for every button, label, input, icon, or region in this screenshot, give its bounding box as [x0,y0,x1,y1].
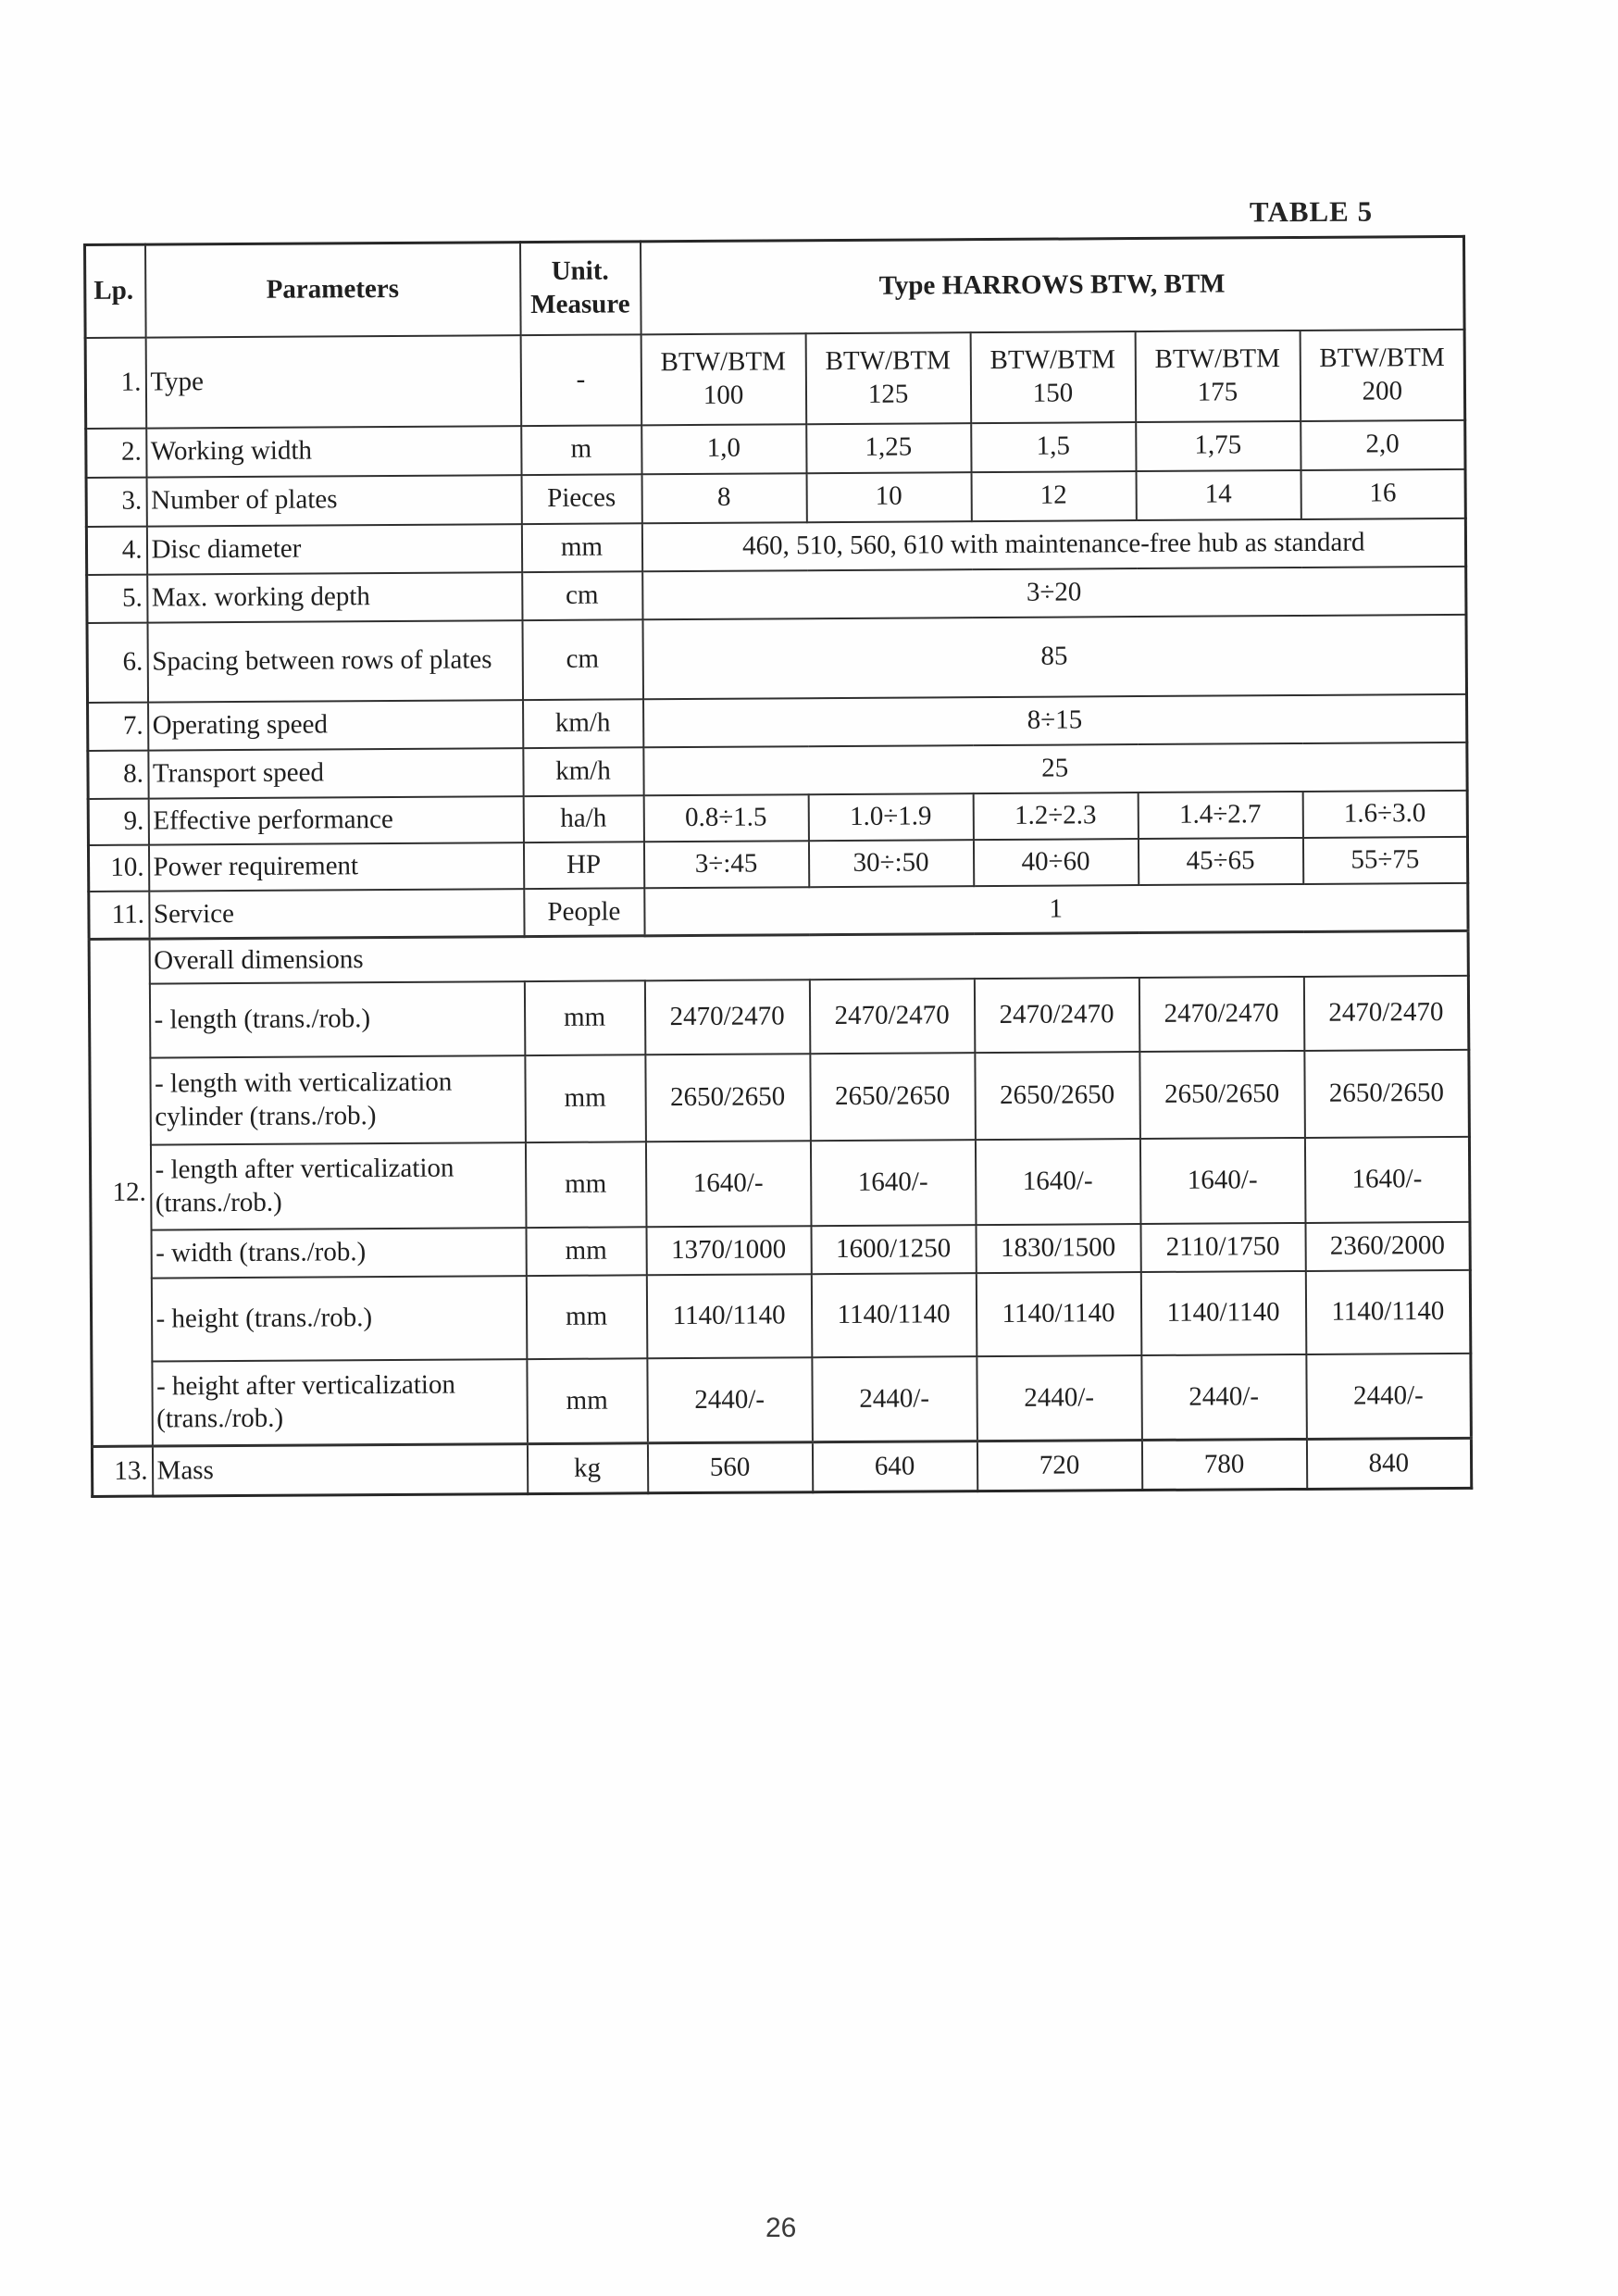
value-cell-span: 25 [643,742,1467,794]
parameter-label-cell: - height (trans./rob.) [151,1276,527,1361]
value-cell: 2470/2470 [809,979,974,1054]
table-row [88,790,1467,844]
value-cell: 2650/2650 [1304,1049,1470,1137]
unit-cell: HP [523,842,643,889]
parameter-label-cell: Operating speed [148,700,523,750]
value-cell: 40÷60 [973,839,1138,886]
value-cell: 2650/2650 [975,1052,1140,1140]
table-row [87,566,1466,622]
unit-cell: mm [524,980,644,1055]
table-row [86,419,1465,477]
row-number-cell: 3. [86,477,146,526]
value-cell: 2440/- [1306,1353,1472,1439]
value-cell: 45÷65 [1138,837,1302,884]
value-cell: 1,0 [641,424,806,474]
value-cell: 2110/1750 [1140,1222,1305,1271]
table-row [90,1049,1470,1144]
unit-cell: mm [525,1054,646,1142]
row-number-cell: 1. [85,337,146,428]
value-cell: 2440/- [647,1357,813,1443]
value-cell: 720 [977,1441,1141,1491]
value-cell-span: 460, 510, 560, 610 with maintenance-free hub as standard [641,518,1465,570]
value-cell: 2650/2650 [810,1053,976,1141]
table-row [91,1269,1471,1361]
table-row [85,329,1465,428]
value-cell: 1140/1140 [976,1272,1141,1356]
table-body [85,329,1472,1496]
value-cell: 14 [1136,469,1301,519]
unit-cell: mm [527,1358,648,1444]
table-row [88,693,1467,750]
unit-cell: cm [522,571,642,620]
table-row [89,882,1468,939]
parameter-label-cell: Number of plates [146,475,521,526]
value-cell: BTW/BTM 175 [1135,330,1301,421]
unit-cell: mm [525,1142,646,1228]
value-cell: 2440/- [977,1355,1142,1441]
value-cell: 2,0 [1301,419,1465,469]
table-row [92,1353,1472,1446]
header-parameters: Parameters [145,243,521,337]
row-number-cell: 11. [89,891,149,939]
table-row [87,614,1467,702]
unit-cell: km/h [523,747,643,796]
value-cell: 1640/- [810,1140,976,1226]
parameter-label-cell: - height after verticalization (trans./rob.) [152,1359,528,1446]
table-row [88,742,1467,798]
value-cell: 1140/1140 [1140,1270,1306,1354]
value-cell: 2650/2650 [645,1054,811,1142]
value-cell: 780 [1141,1439,1306,1490]
value-cell: 2440/- [812,1356,977,1442]
value-cell: 640 [812,1441,977,1492]
table-row [88,836,1467,891]
value-cell: 1600/1250 [811,1225,976,1274]
value-cell: 1140/1140 [811,1273,977,1357]
row-number-cell: 2. [86,428,146,477]
row-number-cell: 9. [88,798,148,844]
parameter-label-cell: Spacing between rows of plates [147,620,523,702]
unit-cell: mm [526,1275,647,1359]
value-cell: 2470/2470 [1139,976,1303,1051]
parameter-label-cell: Power requirement [148,842,523,891]
header-unit-measure [520,242,641,335]
table-row [86,468,1465,526]
value-cell: 8 [641,473,806,523]
value-cell: 1640/- [645,1141,811,1227]
row-number-cell: 4. [86,526,146,574]
value-cell: 2470/2470 [1303,975,1469,1050]
row-number-cell: 6. [87,622,148,702]
parameter-label-cell: Effective performance [148,796,523,844]
unit-cell: km/h [523,699,643,748]
unit-cell: People [524,888,644,937]
parameter-label-cell: - width (trans./rob.) [151,1228,526,1278]
value-cell: 1.0÷1.9 [808,793,973,841]
header-unit-line2: Measure [530,289,630,319]
parameter-label-cell: Transport speed [148,748,523,798]
value-cell: 1.4÷2.7 [1138,791,1302,838]
value-cell: 2650/2650 [1139,1050,1305,1138]
table-row [91,1221,1470,1278]
page-number: 26 [765,2213,797,2243]
row-number-cell: 13. [92,1446,152,1496]
parameter-label-cell: Service [149,889,524,939]
value-cell: 1.2÷2.3 [973,792,1138,840]
value-cell: BTW/BTM 200 [1300,329,1465,420]
value-cell: 3÷:45 [643,841,808,888]
value-cell: 1830/1500 [976,1224,1140,1273]
table-row [92,1438,1471,1496]
row-number-cell: 8. [88,750,148,798]
parameter-label-cell: Disc diameter [146,524,521,574]
row-number-cell: 7. [88,702,148,750]
value-cell: 2470/2470 [644,980,809,1054]
row-number-cell: 5. [87,574,147,622]
value-cell: 1.6÷3.0 [1302,790,1467,837]
value-cell: 1140/1140 [1305,1269,1471,1354]
parameter-label-cell: - length with verticalization cylinder (trans./rob.) [150,1055,526,1144]
unit-cell: kg [527,1443,647,1494]
group-title-cell: Overall dimensions [149,930,1468,983]
harrows-spec-table [83,235,1473,1498]
value-cell: 55÷75 [1302,836,1467,883]
parameter-label-cell: Working width [146,426,521,477]
value-cell: 0.8÷1.5 [643,794,808,842]
parameter-label-cell: Mass [152,1444,527,1496]
value-cell-span: 1 [644,882,1468,935]
value-cell: 2360/2000 [1305,1221,1470,1270]
unit-cell: mm [526,1227,646,1276]
unit-cell: m [521,425,641,475]
value-cell: 1640/- [1139,1137,1305,1223]
value-cell: BTW/BTM 100 [641,333,806,425]
value-cell: BTW/BTM 150 [970,331,1136,423]
value-cell-span: 8÷15 [643,693,1467,746]
value-cell-span: 3÷20 [642,566,1466,618]
parameter-label-cell: Max. working depth [147,572,522,622]
unit-cell: cm [522,619,643,700]
value-cell: 1640/- [975,1139,1140,1225]
table-caption: TABLE 5 [1249,194,1374,229]
value-cell: 560 [647,1442,812,1493]
value-cell: 2440/- [1141,1354,1307,1440]
unit-cell: ha/h [523,795,643,842]
value-cell: 10 [806,472,971,522]
header-type-group: Type HARROWS BTW, BTM [640,236,1464,333]
value-cell: 1140/1140 [646,1274,812,1358]
value-cell: 16 [1301,468,1465,518]
unit-cell: mm [521,523,641,572]
value-cell: 12 [971,471,1136,521]
value-cell: 840 [1306,1438,1471,1489]
value-cell: 1,25 [806,423,971,473]
row-number-cell: 12. [89,939,152,1446]
value-cell: 1640/- [1304,1136,1470,1222]
header-lp: Lp. [85,244,146,337]
unit-cell: Pieces [521,474,641,524]
parameter-label-cell: - length (trans./rob.) [149,981,524,1057]
header-unit-line1: Unit. [551,256,609,287]
table-wrap [83,235,1473,1498]
value-cell: BTW/BTM 125 [805,332,971,424]
table-row [90,1136,1470,1229]
value-cell: 2470/2470 [974,978,1139,1053]
value-cell: 1,75 [1136,420,1301,470]
row-number-cell: 10. [88,844,148,891]
value-cell-span: 85 [642,614,1467,698]
unit-cell: - [520,334,641,426]
table-header-row [85,236,1465,337]
value-cell: 1,5 [971,422,1136,472]
value-cell: 1370/1000 [646,1226,811,1275]
table-row [89,975,1469,1057]
parameter-label-cell: - length after verticalization (trans./rob.) [150,1142,526,1229]
table-row [86,518,1465,574]
parameter-label-cell: Type [145,335,521,428]
value-cell: 30÷:50 [808,840,973,887]
